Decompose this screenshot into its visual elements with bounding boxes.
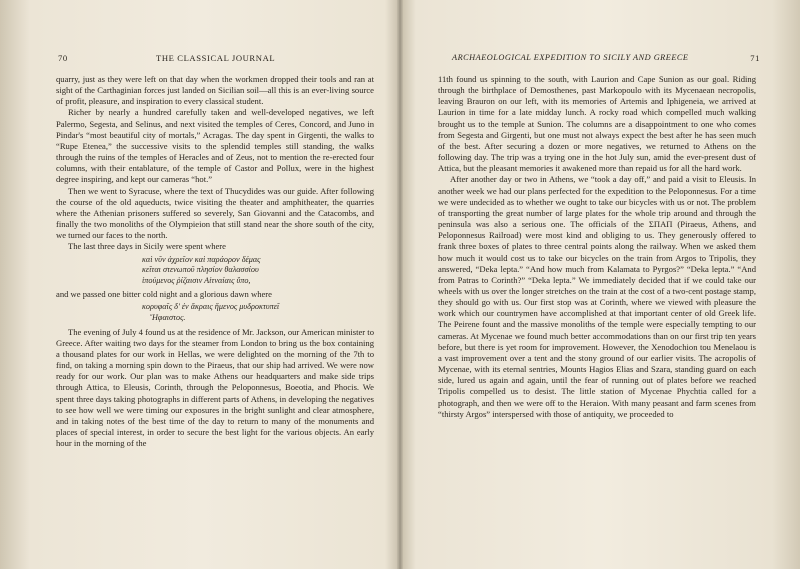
right-page-body	[438, 74, 756, 420]
left-page-body	[56, 74, 374, 449]
verse-line: Ἥφαιστος.	[150, 313, 186, 323]
paragraph: 11th found us spinning to the south, with Laurion and Cape Sunion as our goal. Riding through the birthplace of Demosthenes, past Markopoulo with its Mycenaean necropolis, leaving Brauron on our left, with its memories of Artemis and Iphigeneia, we arrived at Laurion in time for a late midday lunch. A rocky road which compelled much walking brought us to the temple at Sunion. The columns are a disappointment to one who comes from Segesta and Girgenti, but one must not always expect the best after he has seen much of the best. After securing a dozen or more negatives, we returned to Athens on the following day. The trip was a trying one in the hot July sun, amid the ever-present dust of Attica, but the pleasant memories it awakened more than repaid us for all the hard work.	[438, 74, 756, 174]
paragraph: After another day or two in Athens, we “took a day off,” and paid a visit to Eleusis. In another week we had our plans perfected for the expedition to the Peloponnesus. For a time we were undecided as to whether we ought to take our bicycles with us or not. The problem of transporting the great number of large plates for the whole trip around and through the peninsula was also a serious one. The officials of the ΣΠΑΠ (Piraeus, Athens, and Peloponnesus Railroad) were most kind and obliging to us. They generously offered to frank three boxes of plates to three central points along the railway. When we asked them how much it would cost us to take our bicycles on the train from Argos to Tripolis, they answered, “Deka lepta.” “And how much from Kalamata to Pyrgos?” “Deka lepta.” “And from Patras to Corinth?” “Deka lepta.” We immediately decided that if we could take our wheels with us over the longer stretches on the train at the cost of a two-cent postage stamp, they should go with us. Our first stop was at Corinth, where we viewed with pleasure the work which our countrymen have accomplished at that important center of old Greek life. The Peirene fount and the massive monoliths of the temple were especially tempting to our cameras. At Mycenae we found much better accommodations than on our first trip ten years before, but there is yet room for improvement. However, the Xenodochion tou Menelaou is a vast improvement over a tent and the stony ground of our earlier visits. The acropolis of Mycenae, with its eternal sentries, Mounts Hagios Elias and Szara, standing guard on each side, lured us again and again, until the fear of running out of plates before we reached Tripolis compelled us to desist. The little station of Mycenae Phychtia called for a photograph, and then we were off to the Heraion. With many peasant and farm scenes from “thirsty Argos” interspersed with those of antiquity, we proceeded to	[438, 174, 756, 419]
right-running-head	[438, 53, 760, 67]
paragraph: Then we went to Syracuse, where the text of Thucydides was our guide. After following the course of the old aqueducts, twice visiting the theater and amphitheater, the quarries where the Athenian prisoners suffered so severely, San Giovanni and the Catacombs, and finally the two monoliths of the Olympieion that still stand near the shore south of the city, we turned our faces to the north.	[56, 185, 374, 241]
verse-line: κορυφαῖς δ' ἐν ἄκραις ἥμενος μυδροκτυπεῖ	[142, 302, 280, 312]
greek-verse-quote	[142, 302, 374, 323]
right-running-title: ARCHAEOLOGICAL EXPEDITION TO SICILY AND GREECE	[452, 53, 689, 62]
left-page-number: 70	[58, 53, 68, 63]
left-running-head	[56, 53, 374, 67]
paragraph: quarry, just as they were left on that day when the workmen dropped their tools and ran at sight of the Carthaginian forces just landed on Sicilian soil—all this is an ever-living source of profit, pleasure, and inspiration to every classical student.	[56, 74, 374, 107]
verse-line: κεῖται στενωποῦ πλησίον θαλασσίου	[142, 265, 259, 275]
paragraph: The evening of July 4 found us at the residence of Mr. Jackson, our American minister to Greece. After waiting two days for the steamer from London to bring us the box containing a thousand plates for our work in Hellas, we were delighted on the morning of the 7th to find, on taking a morning spin down to the Piraeus, that our ship had arrived. We were now ready for our work. Our plan was to make Athens our headquarters and make side trips through Attica, to Eleusis, Corinth, through the Peloponnesus, Boeotia, and Phocis. We spent three days taking photographs in different parts of Athens, in developing the negatives to see how well we were timing our exposures in the bright sunlight and clear atmosphere, and in taking notes of the best time of the day to return to many of the monuments and places of special interest, in order to secure the best light for the various objects. An early hour in the morning of the	[56, 326, 374, 449]
paragraph: and we passed one bitter cold night and a glorious dawn where	[56, 289, 272, 300]
right-page-number: 71	[750, 53, 760, 63]
verse-line: ἰπούμενος ῥίζαισιν Αἰτναίαις ὕπο,	[142, 275, 251, 285]
left-running-title: THE CLASSICAL JOURNAL	[156, 53, 276, 63]
greek-verse-quote	[142, 255, 374, 287]
book-gutter	[397, 0, 403, 569]
verse-line: καὶ νῦν ἀχρεῖον καὶ παράορον δέμας	[142, 254, 261, 264]
paragraph: Richer by nearly a hundred carefully taken and well-developed negatives, we left Palermo, Segesta, and Selinus, and next visited the temples of Ceres, Concord, and Juno in Pindar's “most beautiful city of mortals,” Acragas. The day spent in Girgenti, the walks to “Rupe Etenea,” the successive visits to the splendid temples still standing, the walks through the ruins of the temples of Heracles and of Zeus, not to mention the re-erected four columns, with their entablature, of the temple of Castor and Pollux, were in the highest degree inspiring, and kept our cameras “hot.”	[56, 107, 374, 185]
paragraph: The last three days in Sicily were spent where	[68, 241, 226, 252]
